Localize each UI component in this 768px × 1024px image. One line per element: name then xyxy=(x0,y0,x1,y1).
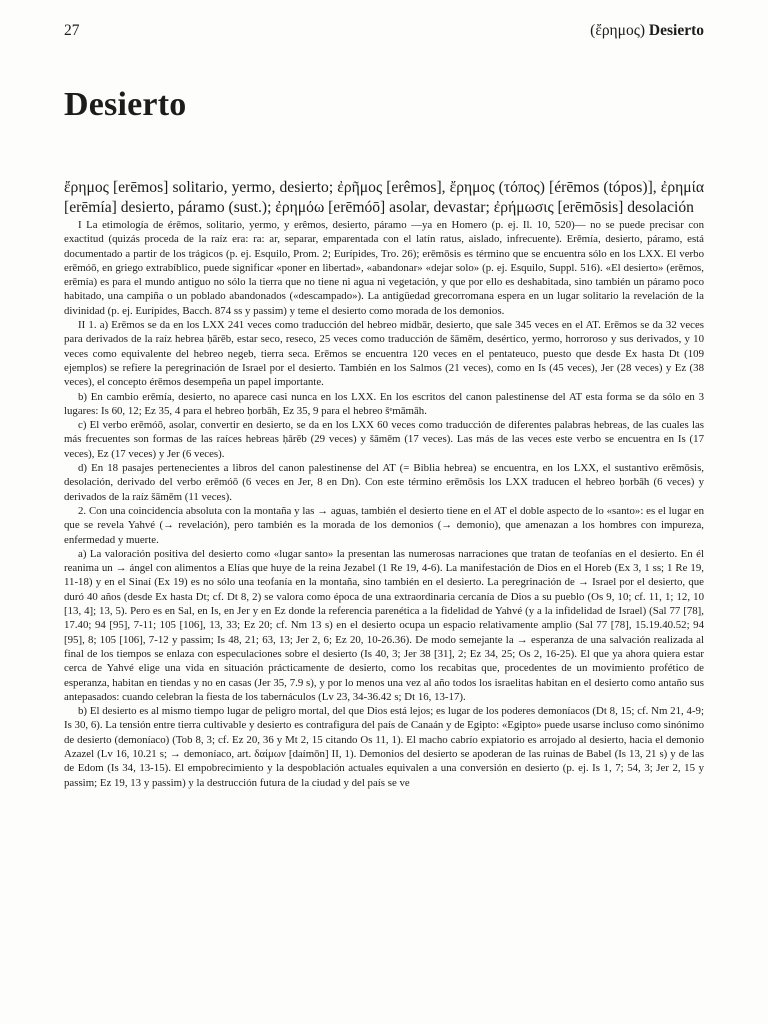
page-number: 27 xyxy=(64,22,80,39)
running-head-word: Desierto xyxy=(648,22,704,39)
paragraph-section-II-1d: d) En 18 pasajes pertenecientes a libros del canon palestinense del AT (= Biblia hebrea) se encuentra, en los LXX, el sustantivo erēmōsis, desolación, derivado del verbo erēmóō (6 veces en Jer, 8 en Dn). Con este término erēmōsis los LXX traducen el hebreo ḥorbāh (6 veces) y derivados de la raíz šāmēm (11 veces). xyxy=(64,462,704,503)
lemma-block xyxy=(64,178,704,218)
lemma-text: ἔρημος [erēmos] solitario, yermo, desierto; ἐρῆμος [erêmos], ἔρημος (τόπος) [érēmos (tópos)], ἐρημία [erēmía] desierto, páramo (sust.); ἐρημόω [erēmóō] asolar, devastar; ἐρήμωσις [erēmōsis] desolación xyxy=(64,179,704,216)
paragraph-section-2a: a) La valoración positiva del desierto como «lugar santo» la presentan las numerosas narraciones que tratan de teofanías en el desierto. En él reanima un → ángel con alimentos a Elías que huye de la reina Jezabel (1 Re 19, 4-6). La manifestación de Dios en el Horeb (Ex 3, 1 ss; 1 Re 19, 11-18) y en el Sinaí (Ex 19) es no sólo una teofanía en la montaña, sino también en el desierto. La peregrinación de → Israel por el desierto, que duró 40 años (desde Ex hasta Dt; cf. Dt 8, 2) se valora como época de una extraordinaria cercanía de Dios a su pueblo (Os 9, 10; cf. 11, 1; 12, 10 [13, 4]; 13, 5). Pero es en Sal, en Is, en Jer y en Ez donde la referencia parenética a la fidelidad de Yahvé (y a la infidelidad de Israel) (Sal 77 [78], 17.40; 94 [95], 7-11; 105 [106], 13, 33; Ez 20; cf. Nm 13 s) en el desierto ocupa un espacio relativamente amplio (Sal 77 [78], 15.19.40.52; 94 [95], 8; 105 [106], 7-12 y passim; Is 48, 21; 63, 13; Jer 2, 6; Ez 20, 10-26.36). De modo semejante la → esperanza de una salvación realizada al final de los tiempos se enlaza con especulaciones sobre el desierto (Is 40, 3; Jer 38 [31], 2; Ez 34, 25; Os 2, 16-25). El que ya ahora quiera estar cerca de Yahvé elige una vida en situación prácticamente de desierto, como los recabitas que, procedentes de un movimiento profético de esperanza, habitan en tiendas y no en casas (Jer 35, 7.9 s), y por lo menos una vez al año todos los israelitas habitan en el desierto como antaño sus antepasados: cuando celebran la fiesta de los tabernáculos (Lv 23, 34-36.42 s; Dt 16, 13-17). xyxy=(64,547,704,703)
running-head-greek: (ἔρημος) xyxy=(590,22,646,39)
paragraph-section-2b: b) El desierto es al mismo tiempo lugar de peligro mortal, del que Dios está lejos; es lugar de los poderes demoníacos (Dt 8, 15; cf. Nm 21, 4-9; Is 30, 6). La tensión entre tierra cultivable y desierto es contrafigura del país de Canaán y de Egipto: «Egipto» puede usarse incluso como sinónimo de desierto (demoníaco) (Tob 8, 3; cf. Ez 20, 36 y Mt 2, 15 citando Os 11, 1). El macho cabrío expiatorio es arrojado al desierto, hacia el demonio Azazel (Lv 16, 10.21 s; → demoníaco, art. δαίμων [daímōn] II, 1). Demonios del desierto se apoderan de las ruinas de Babel (Is 13, 21 s) y de las de Edom (Is 34, 13-15). El empobrecimiento y la despoblación actuales equivalen a una conversión en desierto (p. ej. Is 1, 7; 54, 3; Jer 2, 15 y passim; Ez 19, 13 y passim) y la destrucción futura de la ciudad y del país se ve xyxy=(64,705,704,789)
paragraph-section-I: I La etimología de érēmos, solitario, yermo, y erêmos, desierto, páramo —ya en Homero (p. ej. Il. 10, 520)— no se puede precisar con exactitud (quizás proceda de la raíz era: ra: ar, separar, emparentada con el latín ratus, aislado, infrecuente). Erēmía, desierto, páramo, está documentado a partir de los trágicos (p. ej. Esquilo, Prom. 2; Eurípides, Tro. 26); erēmōsis es término que se encuentra sólo en los LXX. El verbo erēmóō, en griego extrabíblico, puede significar «poner en libertad», «abandonar» «dejar solo» (p. ej. Esquilo, Suppl. 516). «El desierto» (erēmos, erēmía) es para el mundo antiguo no sólo la tierra que no tiene ni agua ni vegetación, y que por ello es deshabitada, sino también un páramo poco habitado, una campiña o un poblado abandonados («descampado»). La antigüedad grecorromana espera en un lugar solitario la revelación de la divinidad (p. ej. Eurípides, Bacch. 874 ss y passim) y teme el desierto como morada de los demonios. xyxy=(64,219,704,317)
paragraph-section-2: 2. Con una coincidencia absoluta con la montaña y las → aguas, también el desierto tiene en el AT el doble aspecto de lo «santo»: es el lugar en que se revela Yahvé (→ revelación), pero también es la morada de los demonios (→ demonio), que amenazan a los hombres con impureza, enfermedad y muerte. xyxy=(64,504,704,546)
paragraph-section-II-1c: c) El verbo erēmóō, asolar, convertir en desierto, se da en los LXX 60 veces como traducción de diferentes palabras hebreas, de las cuales las más frecuentes son formas de las raíces hebreas ḥārēb (29 veces) y šāmēm (17 veces). Las más de las veces este verbo se encuentra en Is (17 veces), Ez (17 veces) y Jer (6 veces). xyxy=(64,419,704,460)
running-head-entry xyxy=(590,22,704,40)
entry-title: Desierto xyxy=(64,86,187,123)
running-head xyxy=(64,22,704,44)
article-body xyxy=(64,218,704,790)
paragraph-section-II-1a: II 1. a) Erēmos se da en los LXX 241 veces como traducción del hebreo midbār, desierto, que sale 345 veces en el AT. Erēmos se da 32 veces para derivados de la raíz hebrea ḥārēb, estar seco, reseco, 25 veces como traducción de šāmēm, desértico, yermo, horroroso y sus derivados, y 10 veces como equivalente del hebreo negeb, tierra seca. Erēmos se encuentra 120 veces en el pentateuco, puesto que desde Ex hasta Dt (109 ejemplos) se refiere la peregrinación de Israel por el desierto. También en los Salmos (21 veces), como en Is (45 veces), Jer (28 veces) y Ez (38 veces), el concepto érēmos desempeña un papel importante. xyxy=(64,319,704,389)
paragraph-section-II-1b: b) En cambio erēmía, desierto, no aparece casi nunca en los LXX. En los escritos del canon palestinense del AT esta forma se da sólo en 3 lugares: Is 60, 12; Ez 35, 4 para el hebreo ḥorbāh, Ez 35, 9 para el hebreo šᵉmāmāh. xyxy=(64,390,704,417)
